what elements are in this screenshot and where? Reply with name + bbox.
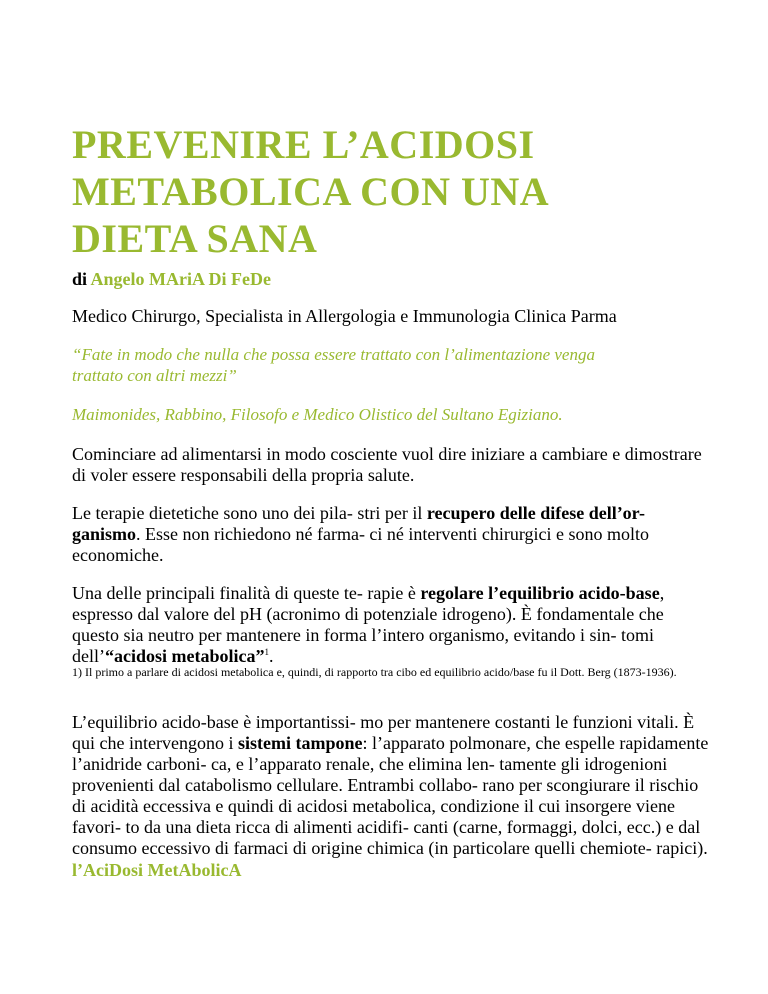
paragraph-4-text-a: L’equilibrio acido-base è importantissi- mo per mantenere costanti le funzioni vitali. È qui che intervengono i <box>72 712 695 753</box>
quote-line-2: trattato con altri mezzi” <box>72 366 237 385</box>
footnote-marker: 1 <box>264 647 269 657</box>
title-line-1: PREVENIRE L’ACIDOSI <box>72 122 535 167</box>
byline-prefix: di <box>72 269 88 289</box>
author-affiliation: Medico Chirurgo, Specialista in Allergologia e Immunologia Clinica Parma <box>72 306 617 326</box>
paragraph-3 <box>72 583 712 667</box>
quote-source: Maimonides, Rabbino, Filosofo e Medico Olistico del Sultano Egiziano. <box>72 405 563 424</box>
paragraph-1: Cominciare ad alimentarsi in modo cosciente vuol dire iniziare a cambiare e dimostrare di voler essere responsabili della propria salute. <box>72 444 702 485</box>
section-heading: l’AciDosi MetAbolicA <box>72 860 242 880</box>
paragraph-2 <box>72 503 712 566</box>
paragraph-4 <box>72 712 712 859</box>
paragraph-2-text-b: . Esse non richiedono né farma- ci né interventi chirurgici e sono molto economiche. <box>72 524 650 565</box>
footnote: 1) Il primo a parlare di acidosi metabolica e, quindi, di rapporto tra cibo ed equilibrio acido/base fu il Dott. Berg (1873-1936). <box>72 665 677 679</box>
quote-line-1: “Fate in modo che nulla che possa essere trattato con l’alimentazione venga <box>72 345 595 364</box>
paragraph-4-emphasis: sistemi tampone <box>237 733 363 753</box>
paragraph-3-text-a: Una delle principali finalità di queste te- rapie è <box>72 583 421 603</box>
paragraph-2-emphasis: recupero delle difese dell’or- ganismo <box>72 503 645 544</box>
epigraph-quote <box>72 344 712 386</box>
paragraph-4-text-b: : l’apparato polmonare, che espelle rapidamente l’anidride carboni- ca, e l’apparato renale, che elimina len- tamente gli idrogenioni provenienti dal catabolismo cellulare. Entrambi collabo- rano per scongiurare il rischio di acidità eccessiva e quindi di acidosi metabolica, condizione il cui insorgere viene favori- to da una dieta ricca di alimenti acidifi- canti (carne, formaggi, dolci, ecc.) e dal consumo eccessivo di farmaci di origine chimica (in particolare quelli chemiote- rapici). <box>72 733 709 858</box>
paragraph-3-emphasis: regolare l’equilibrio acido-base <box>420 583 660 603</box>
title-line-3: DIETA SANA <box>72 216 318 261</box>
paragraph-2-text-a: Le terapie dietetiche sono uno dei pila- stri per il <box>72 503 427 523</box>
title-line-2: METABOLICA CON UNA <box>72 169 550 214</box>
byline <box>72 268 271 290</box>
article-title <box>72 121 712 262</box>
author-name: Angelo MAriA Di FeDe <box>90 269 271 289</box>
paragraph-3-term: “acidosi metabolica” <box>105 646 265 666</box>
paragraph-3-text-c: . <box>269 646 274 666</box>
paragraph-3-text-b: , espresso dal valore del pH (acronimo di potenziale idrogeno). È fondamentale che questo sia neutro per mantenere in forma l’intero organismo, evitando i sin- tomi dell’ <box>72 583 665 666</box>
